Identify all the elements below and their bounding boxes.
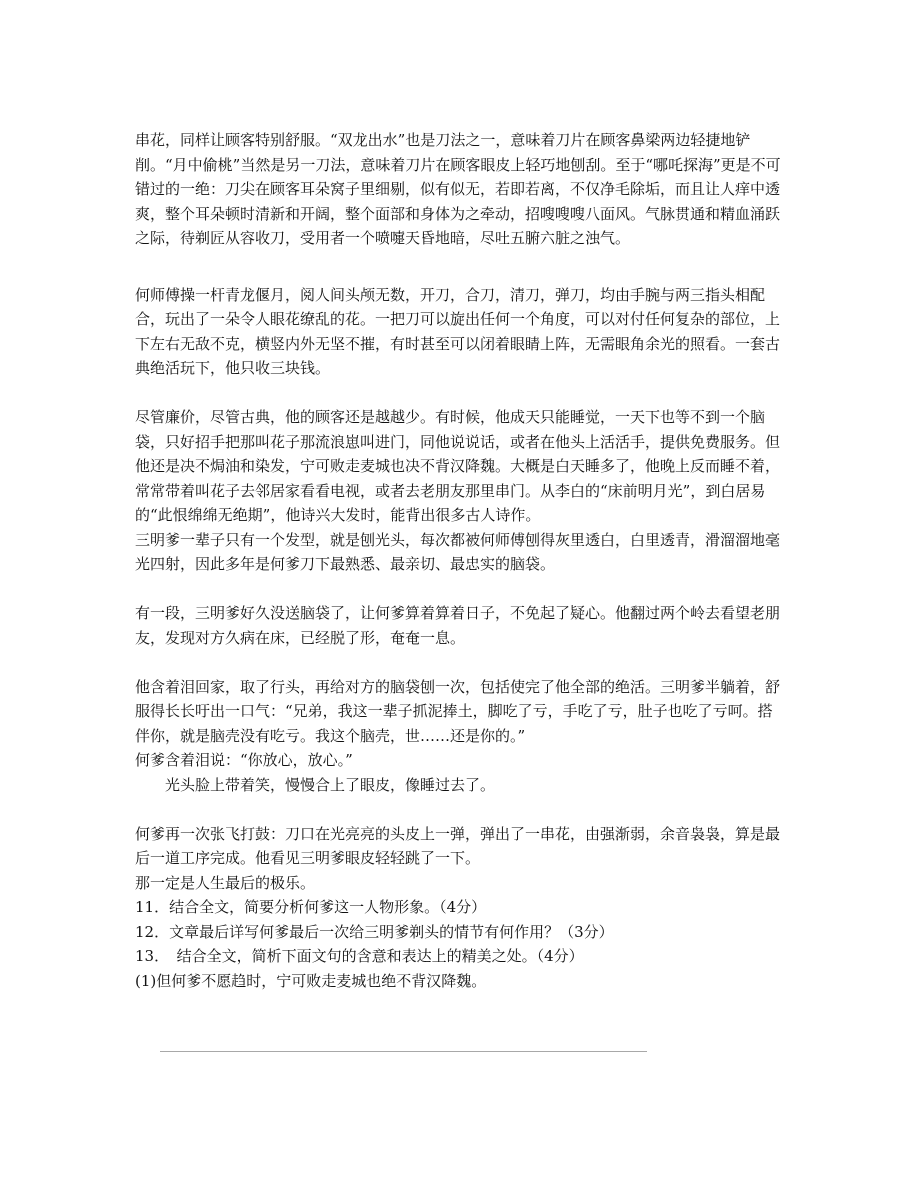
- paragraph-visit-friend: 有一段，三明爹好久没送脑袋了，让何爹算着算着日子，不免起了疑心。他翻过两个岭去看望老朋友，发现对方久病在床，已经脱了形，奄奄一息。: [135, 604, 781, 647]
- paragraph-fewer-customers: 尽管廉价，尽管古典，他的顾客还是越越少。有时候，他成天只能睡觉，一天下也等不到一个脑袋，只好招手把那叫花子那流浪崽叫进门，同他说说话，或者在他头上活活手，提供免费服务。但他还是决不焗油和染发，宁可败走麦城也决不背汉降魏。大概是白天睡多了，他晚上反而睡不着，常常带着叫花子去邻居家看看电视，或者去老朋友那里串门。从李白的“床前明月光”，到白居易的“此恨绵绵无绝期”，他诗兴大发时，能背出很多古人诗作。: [135, 408, 781, 524]
- paragraph-he-reply: 何爹含着泪说：“你放心，放心。”: [135, 751, 353, 769]
- question-12: 12．文章最后详写何爹最后一次给三明爹剃头的情节有何作用？（3分）: [135, 922, 614, 941]
- paragraph-spacer: [135, 797, 785, 822]
- paragraph-final-flourish: 何爹再一次张飞打鼓：刀口在光亮亮的头皮上一弹，弹出了一串花，由强渐弱，余音袅袅，算是最后一道工序完成。他看见三明爹眼皮轻轻跳了一下。: [135, 824, 781, 867]
- paragraph-closed-eyes: 光头脸上带着笑，慢慢合上了眼皮，像睡过去了。: [165, 775, 496, 794]
- paragraph-ultimate-joy: 那一定是人生最后的极乐。: [135, 873, 316, 892]
- document-page: [135, 128, 785, 993]
- question-11: 11．结合全文，简要分析何爹这一人物形象。（4分）: [135, 898, 487, 916]
- question-13-item-1: (1)但何爹不愿趋时，宁可败走麦城也绝不背汉降魏。: [135, 971, 487, 990]
- paragraph-last-shave: 他含着泪回家，取了行头，再给对方的脑袋刨一次，包括使完了他全部的绝活。三明爹半躺着，舒服得长长吁出一口气：“兄弟，我这一辈子抓泥捧土，脚吃了亏，手吃了亏，肚子也吃了亏呵。搭伴你，就是脑壳没有吃亏。我这个脑壳，世……还是你的。”: [135, 677, 781, 745]
- paragraph-spacer: [135, 381, 785, 406]
- answer-line: [160, 1051, 647, 1052]
- question-13: 13． 结合全文，简析下面文句的含意和表达上的精美之处。（4分）: [135, 947, 584, 965]
- paragraph-spacer: [135, 650, 785, 675]
- paragraph-haircut-techniques: 串花，同样让顾客特别舒服。“双龙出水”也是刀法之一，意味着刀片在顾客鼻梁两边轻捷地铲削。“月中偷桃”当然是另一刀法，意味着刀片在顾客眼皮上轻巧地刨刮。至于“哪吒探海”更是不可错过的一绝：刀尖在顾客耳朵窝子里细剔，似有似无，若即若离，不仅净毛除垢，而且让人痒中透爽，整个耳朵顿时清新和开阔，整个面部和身体为之牵动，招嗖嗖嗖八面风。气脉贯通和精血涌跃之际，待剃匠从容收刀，受用者一个喷嚏天昏地暗，尽吐五腑六脏之浊气。: [135, 131, 781, 247]
- paragraph-spacer: [135, 577, 785, 602]
- paragraph-sanming-hairstyle: 三明爹一辈子只有一个发型，就是刨光头，每次都被何师傅刨得灰里透白，白里透青，滑溜溜地毫光四射，因此多年是何爹刀下最熟悉、最亲切、最忠实的脑袋。: [135, 530, 781, 573]
- paragraph-spacer: [135, 251, 785, 283]
- paragraph-master-he-skills: 何师傅操一杆青龙偃月，阅人间头颅无数，开刀，合刀，清刀，弹刀，均由手腕与两三指头相配合，玩出了一朵令人眼花缭乱的花。一把刀可以旋出任何一个角度，可以对付任何复杂的部位，上下左右无敌不克，横竖内外无坚不摧，有时甚至可以闭着眼睛上阵，无需眼角余光的照看。一套古典绝活玩下，他只收三块钱。: [135, 285, 781, 377]
